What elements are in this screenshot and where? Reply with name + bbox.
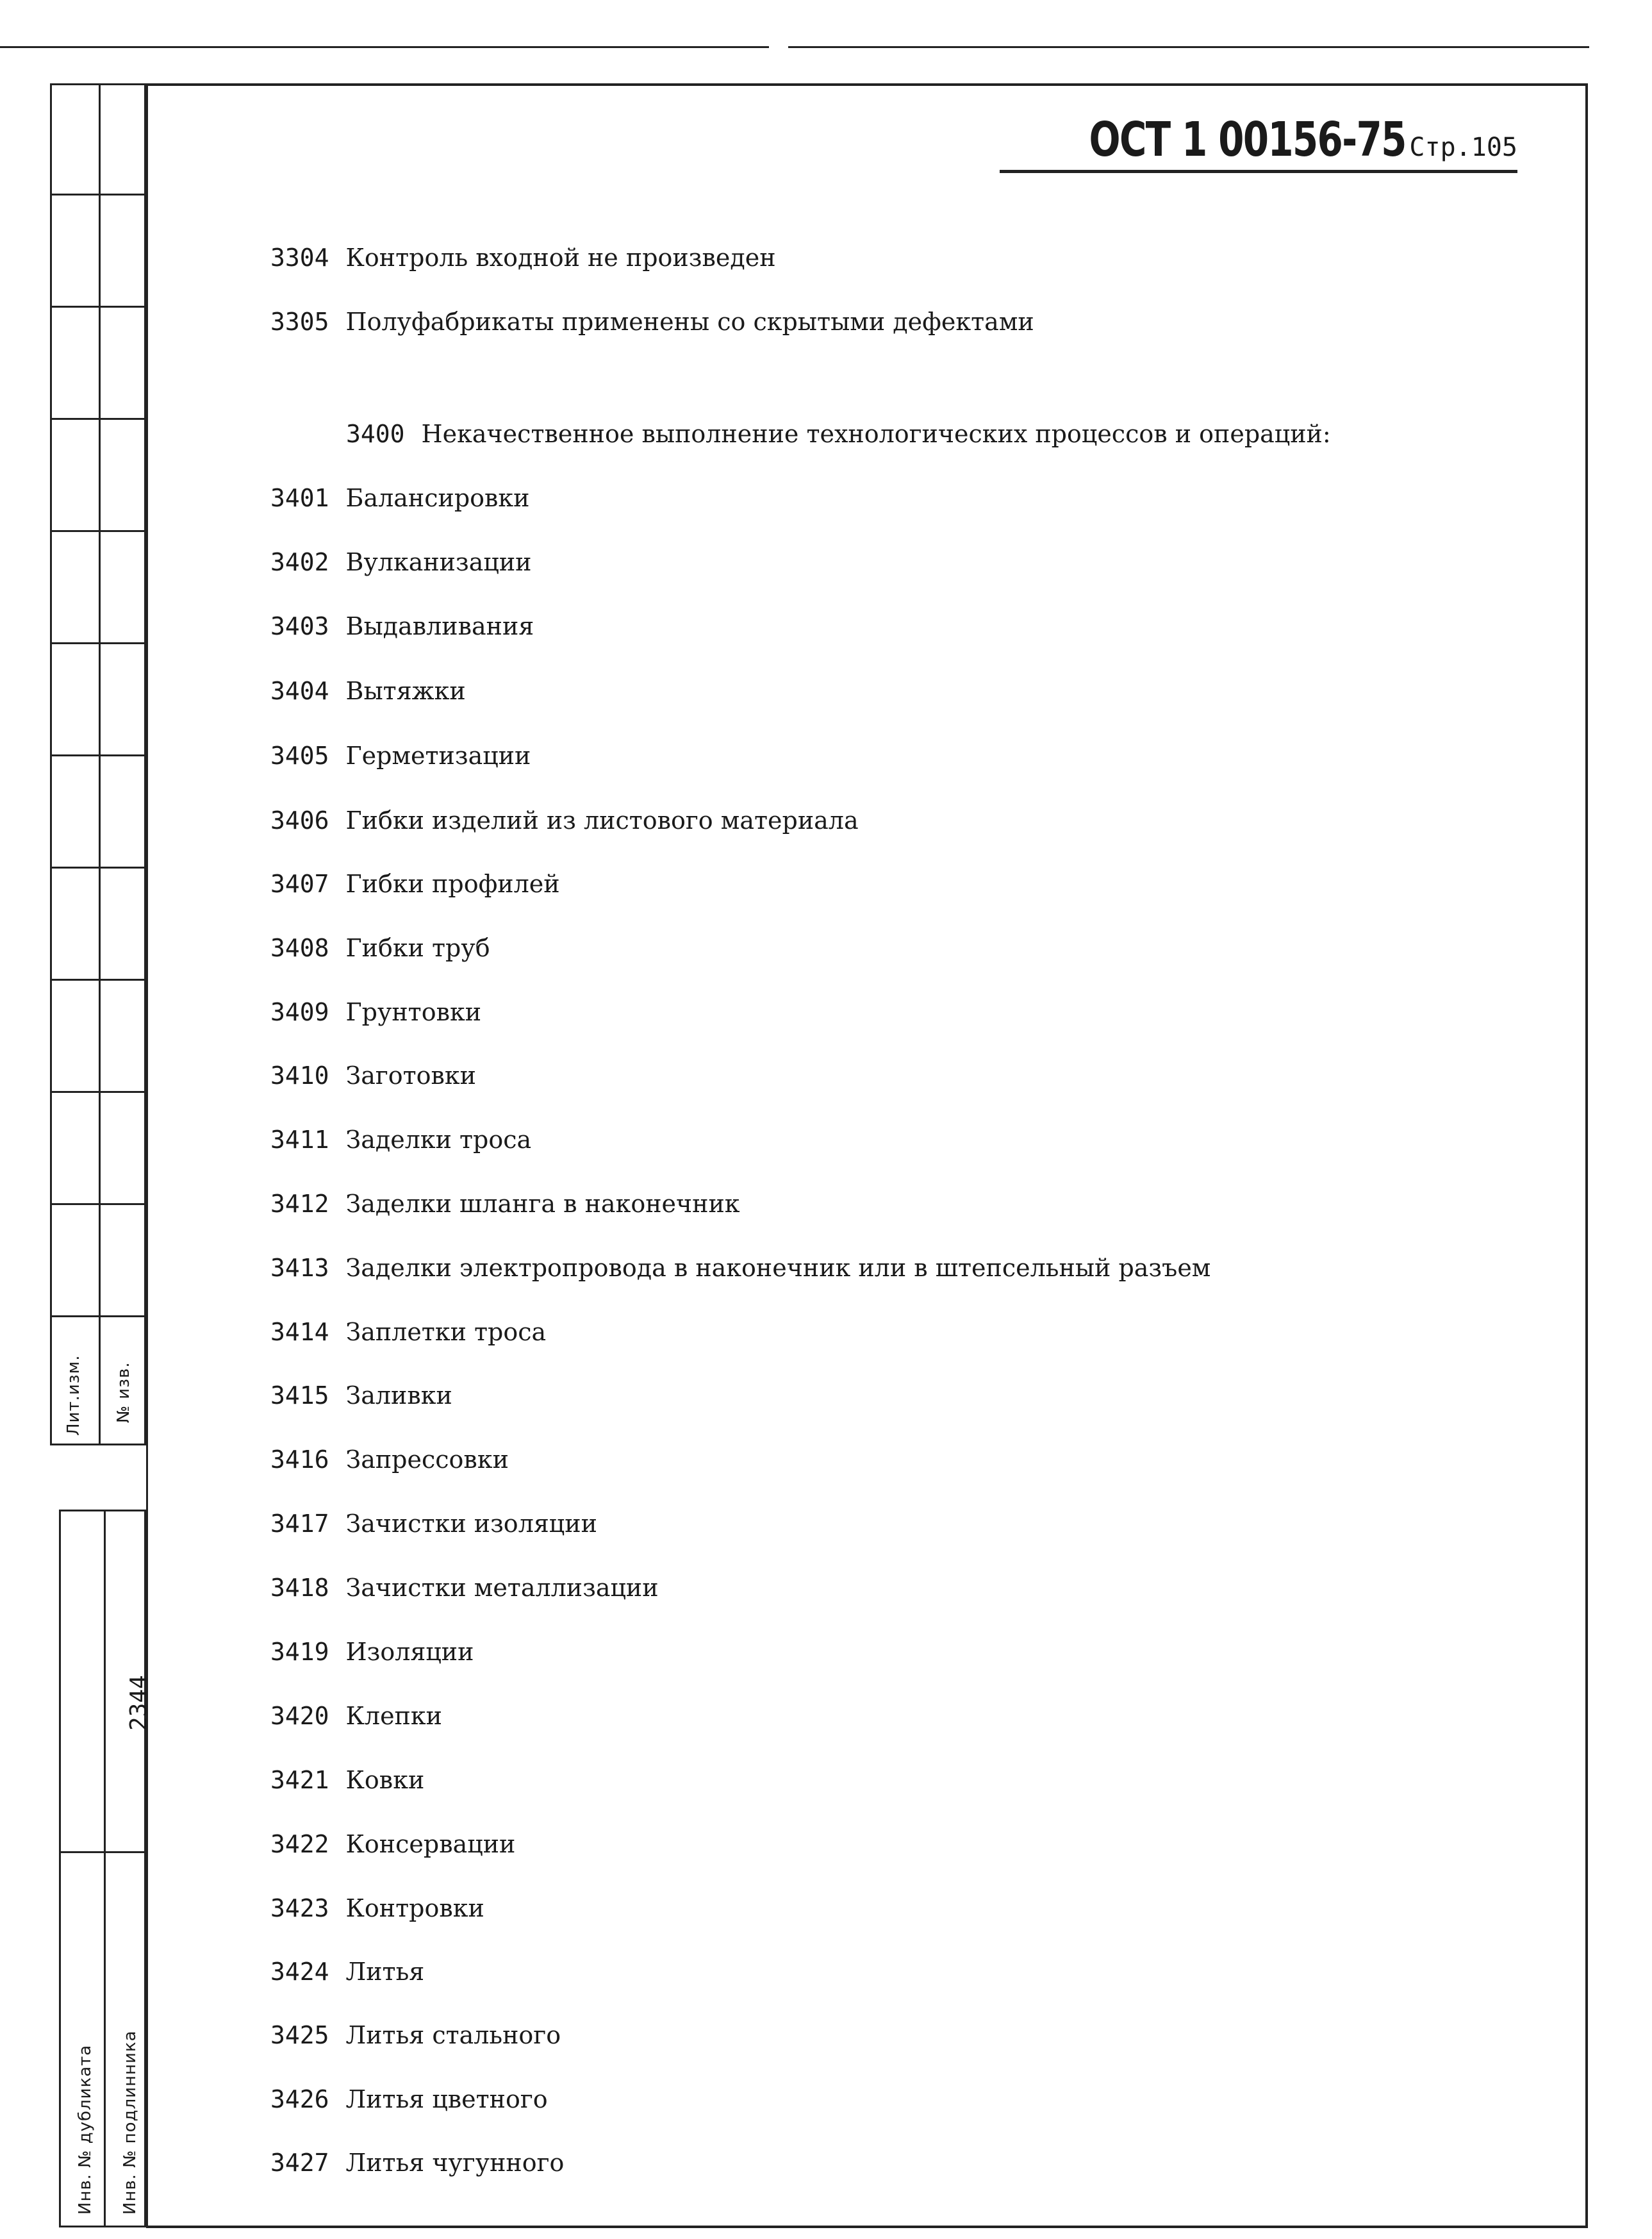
item-text: Зачистки изоляции: [345, 1510, 597, 1538]
list-item: [270, 1830, 515, 1858]
list-item: [270, 1254, 1210, 1282]
item-text: Зачистки металлизации: [345, 1574, 659, 1602]
list-item: [270, 1318, 546, 1346]
strip-row: [50, 1093, 146, 1205]
item-text: Заливки: [345, 1381, 452, 1410]
item-code: 3403: [270, 612, 329, 640]
list-item: [270, 1766, 424, 1794]
list-item: [270, 998, 481, 1026]
item-code: 3416: [270, 1445, 329, 1474]
list-item: [270, 1381, 452, 1410]
item-text: Заготовки: [345, 1061, 477, 1090]
item-code: 3423: [270, 1894, 329, 1922]
top-rule-left: [0, 46, 769, 48]
item-code: 3417: [270, 1510, 329, 1538]
left-strip-lower-rule: [59, 1851, 146, 1853]
item-code: 3422: [270, 1830, 329, 1858]
strip-row: [50, 981, 146, 1093]
item-code: 3409: [270, 998, 329, 1026]
item-text: Гибки профилей: [345, 870, 560, 898]
standard-number: ОСТ 1 00156-75: [1089, 112, 1406, 167]
list-item: [270, 1894, 484, 1922]
item-code: 3421: [270, 1766, 329, 1794]
document-header: [1000, 112, 1517, 173]
lit-izm-label: Лит.изм.: [64, 1354, 83, 1436]
item-text: Контровки: [345, 1894, 484, 1922]
strip-row: [50, 83, 146, 196]
list-item: [270, 548, 531, 576]
list-item: [270, 1445, 509, 1474]
list-item: [270, 2085, 548, 2113]
strip-row: [50, 308, 146, 420]
item-text: Вытяжки: [345, 677, 466, 705]
item-code: 3419: [270, 1638, 329, 1666]
list-item: [270, 806, 859, 835]
list-item: [270, 1958, 424, 1986]
strip-row: [50, 1205, 146, 1317]
item-text: Балансировки: [345, 484, 530, 512]
item-code: 3412: [270, 1190, 329, 1218]
strip-row: [50, 196, 146, 308]
item-code: 3305: [270, 308, 329, 336]
list-item: [270, 1574, 659, 1602]
list-item: [270, 244, 776, 272]
item-code: 3400: [346, 420, 405, 448]
item-text: Гибки изделий из листового материала: [345, 806, 859, 835]
list-item: [270, 1638, 474, 1666]
item-code: 3425: [270, 2021, 329, 2049]
item-text: Контроль входной не произведен: [345, 244, 776, 272]
item-code: 3411: [270, 1126, 329, 1154]
item-code: 3401: [270, 484, 329, 512]
list-item: [270, 1190, 740, 1218]
item-text: Некачественное выполнение технологических процессов и операций:: [421, 420, 1331, 448]
list-item: [270, 308, 1034, 336]
item-code: 3414: [270, 1318, 329, 1346]
strip-row: [50, 532, 146, 644]
item-code: 3407: [270, 870, 329, 898]
item-text: Вулканизации: [345, 548, 532, 576]
item-code: 3413: [270, 1254, 329, 1282]
item-code: 3408: [270, 934, 329, 962]
page-number: Стр.105: [1409, 133, 1517, 162]
left-strip-lower-divider: [104, 1510, 106, 2227]
list-item: [270, 934, 490, 962]
item-text: Грунтовки: [345, 998, 482, 1026]
item-text: Клепки: [345, 1702, 442, 1730]
list-item: [270, 677, 466, 705]
list-item: [270, 1061, 476, 1090]
item-code: 3418: [270, 1574, 329, 1602]
list-item: [270, 612, 534, 640]
item-code: 3426: [270, 2085, 329, 2113]
item-code: 3304: [270, 244, 329, 272]
item-text: Заделки шланга в наконечник: [345, 1190, 740, 1218]
strip-row: [50, 644, 146, 756]
top-rule-right: [788, 46, 1589, 48]
item-text: Полуфабрикаты применены со скрытыми дефектами: [345, 308, 1034, 336]
item-text: Заделки электропровода в наконечник или в штепсельный разъем: [345, 1254, 1211, 1282]
item-code: 3406: [270, 806, 329, 835]
item-text: Выдавливания: [345, 612, 534, 640]
item-text: Заплетки троса: [345, 1318, 547, 1346]
item-text: Консервации: [345, 1830, 516, 1858]
item-text: Литья цветного: [345, 2085, 548, 2113]
item-text: Литья стального: [345, 2021, 561, 2049]
list-item: [270, 2021, 561, 2049]
item-code: 3427: [270, 2149, 329, 2177]
item-code: 3402: [270, 548, 329, 576]
inv-podl-value: 2344: [126, 1675, 152, 1731]
inv-dubl-label: Инв. № дубликата: [76, 2044, 95, 2215]
list-item: [270, 1126, 531, 1154]
item-text: Гибки труб: [345, 934, 490, 962]
item-code: 3404: [270, 677, 329, 705]
item-text: Запрессовки: [345, 1445, 509, 1474]
strip-row: [50, 869, 146, 981]
item-code: 3424: [270, 1958, 329, 1986]
item-text: Литья: [345, 1958, 425, 1986]
item-text: Ковки: [345, 1766, 425, 1794]
item-text: Литья чугунного: [345, 2149, 565, 2177]
list-item: [270, 742, 531, 770]
list-item: [270, 870, 560, 898]
item-code: 3410: [270, 1061, 329, 1090]
item-code: 3405: [270, 742, 329, 770]
strip-row: [50, 756, 146, 869]
list-item: [270, 484, 530, 512]
item-code: 3420: [270, 1702, 329, 1730]
list-item: [270, 2149, 564, 2177]
item-text: Герметизации: [345, 742, 531, 770]
list-item: [270, 1702, 442, 1730]
item-text: Заделки троса: [345, 1126, 532, 1154]
item-code: 3415: [270, 1381, 329, 1410]
section-heading: [346, 420, 1331, 448]
item-text: Изоляции: [345, 1638, 474, 1666]
list-item: [270, 1510, 597, 1538]
inv-podl-label: Инв. № подлинника: [120, 2030, 140, 2215]
no-izv-label: № изв.: [114, 1361, 133, 1423]
strip-row: [50, 420, 146, 532]
